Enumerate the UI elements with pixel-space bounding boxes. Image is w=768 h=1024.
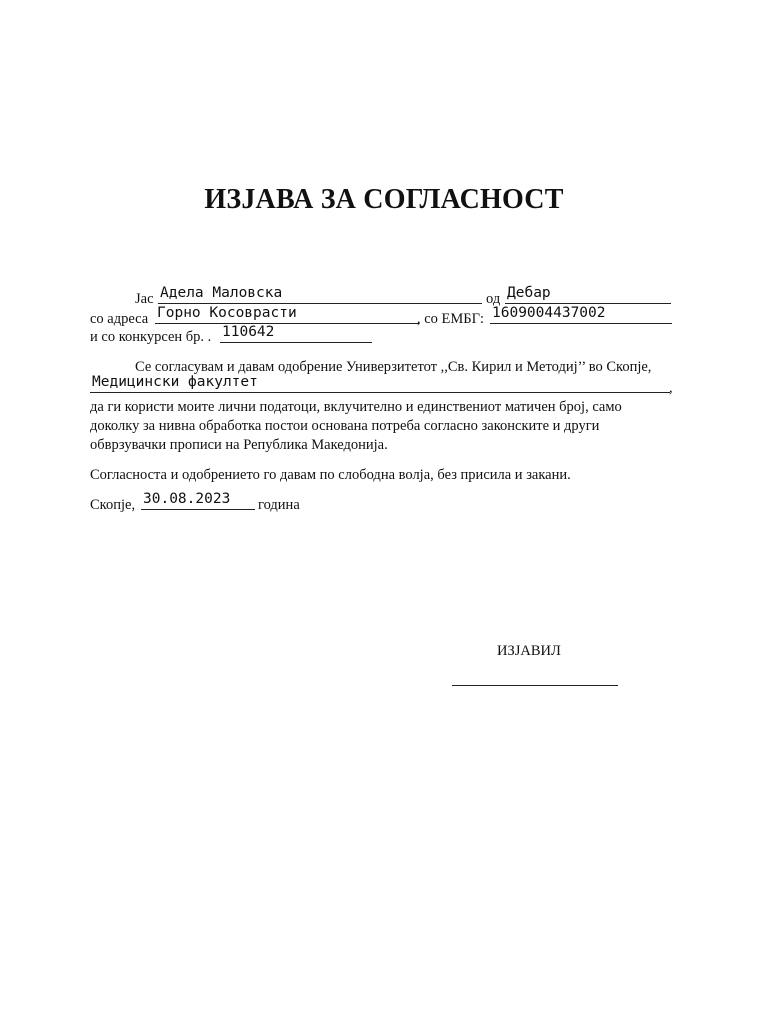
signature-line[interactable]	[452, 685, 618, 686]
label-city: Скопје,	[90, 497, 136, 513]
full-name-field[interactable]: Адела Маловска	[158, 285, 482, 304]
birthplace-field[interactable]: Дебар	[505, 285, 671, 304]
faculty-comma: ,	[669, 380, 673, 396]
label-ja: Јас	[135, 291, 154, 307]
document-title: ИЗЈАВА ЗА СОГЛАСНОСТ	[204, 184, 564, 215]
voluntary-statement: Согласноста и одобрението го давам по слободна волја, без присила и закани.	[90, 467, 571, 483]
embg-field[interactable]: 1609004437002	[490, 305, 672, 324]
consent-intro-text: Се согласувам и давам одобрение Универзитетот ,,Св. Кирил и Методиј’’ во Скопје,	[135, 359, 652, 375]
label-address: со адреса	[90, 311, 149, 327]
consent-text-line-5: обврзувачки прописи на Република Македонија.	[90, 437, 388, 453]
faculty-field[interactable]: Медицински факултет	[90, 374, 670, 393]
label-year: година	[258, 497, 300, 513]
label-od: од	[486, 291, 501, 307]
signature-label: ИЗЈАВИЛ	[497, 643, 561, 659]
label-embg: , со ЕМБГ:	[417, 311, 485, 327]
consent-text-line-3: да ги користи моите лични податоци, вклучително и единствениот матичен број, само	[90, 399, 622, 415]
consent-text-line-4: доколку за нивна обработка постои основана потреба согласно законските и други	[90, 418, 600, 434]
address-field[interactable]: Горно Косоврасти	[155, 305, 419, 324]
label-konkurs: и со конкурсен бр. .	[90, 329, 212, 345]
konkurs-number-field[interactable]: 110642	[220, 324, 372, 343]
date-field[interactable]: 30.08.2023	[141, 491, 255, 510]
